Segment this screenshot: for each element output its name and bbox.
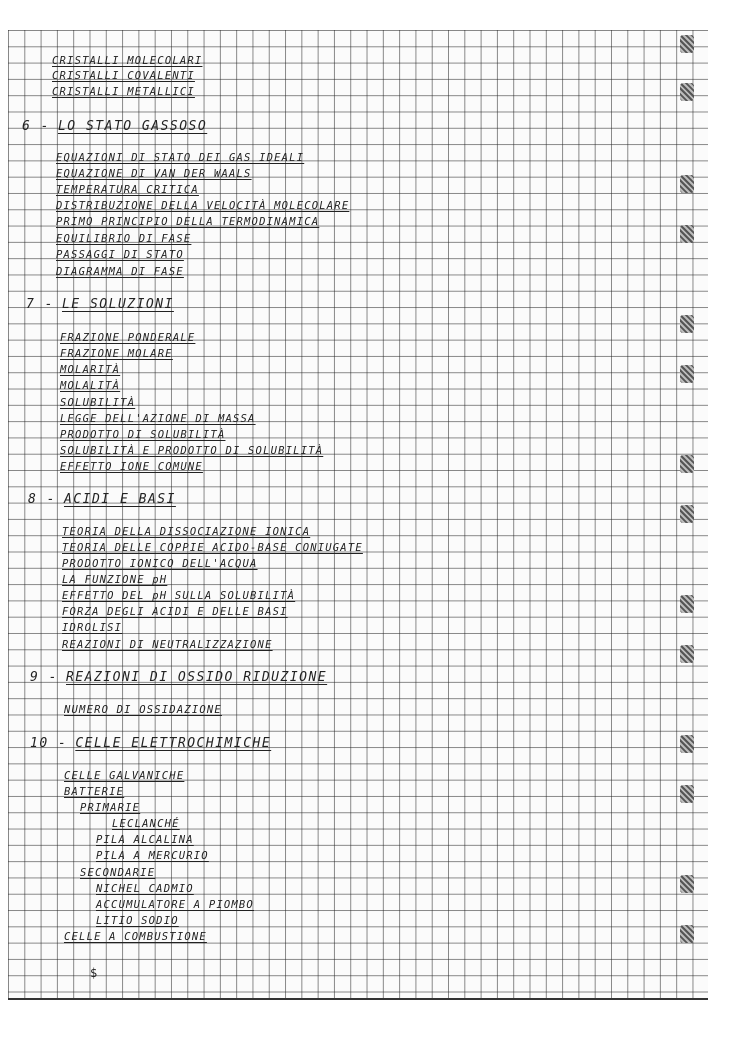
list-item: TEMPERATURA CRITICA [56,184,199,196]
section-heading [28,492,176,508]
binder-holes [676,35,700,995]
section-number: 6 - [22,119,50,134]
list-item: LEGGE DELL'AZIONE DI MASSA [60,413,256,425]
section-title: LE SOLUZIONI [61,297,174,312]
list-item: MOLARITÀ [60,364,121,376]
list-item: LECLANCHÉ [112,818,180,830]
list-item: TEORIA DELLA DISSOCIAZIONE IONICA [62,526,311,538]
section-heading [26,297,174,313]
list-item: NUMERO DI OSSIDAZIONE [64,704,222,716]
section-heading [22,119,207,135]
section-number: 8 - [28,492,56,507]
list-item: EQUILIBRIO DI FASE [56,233,192,245]
list-item: NICHEL CADMIO [96,883,194,895]
list-item: TEORIA DELLE COPPIE ACIDO-BASE CONIUGATE [62,542,363,554]
section-heading [30,736,271,752]
binder-hole [680,83,694,101]
section-title: LO STATO GASSOSO [57,119,208,134]
list-item: SOLUBILITÀ [60,397,136,409]
list-item: CRISTALLI METALLICI [52,86,195,98]
list-item: DISTRIBUZIONE DELLA VELOCITÀ MOLECOLARE [56,200,350,212]
list-item: PILA ALCALINA [96,834,194,846]
section-number: 10 - [30,736,68,751]
list-item: FORZA DEGLI ACIDI E DELLE BASI [62,606,288,618]
section-heading [30,670,327,686]
list-item: REAZIONI DI NEUTRALIZZAZIONE [62,639,273,651]
binder-hole [680,735,694,753]
section-title: REAZIONI DI OSSIDO RIDUZIONE [65,670,328,685]
list-item: SOLUBILITÀ E PRODOTTO DI SOLUBILITÀ [60,445,324,457]
list-item: CRISTALLI COVALENTI [52,70,195,82]
list-item: CRISTALLI MOLECOLARI [52,55,203,67]
list-item: EFFETTO IONE COMUNE [60,461,203,473]
list-item: MOLALITÀ [60,380,121,392]
page-mark: $ [90,966,98,980]
list-item: PASSAGGI DI STATO [56,249,184,261]
list-item: FRAZIONE PONDERALE [60,332,196,344]
list-item: SECONDARIE [80,867,156,879]
binder-hole [680,175,694,193]
binder-hole [680,925,694,943]
binder-hole [680,35,694,53]
list-item: LITIO SODIO [96,915,179,927]
binder-hole [680,645,694,663]
binder-hole [680,505,694,523]
section-title: CELLE ELETTROCHIMICHE [75,736,272,751]
list-item: PRODOTTO IONICO DELL'ACQUA [62,558,258,570]
list-item: EFFETTO DEL pH SULLA SOLUBILITÀ [62,590,296,602]
list-item: EQUAZIONI DI STATO DEI GAS IDEALI [56,152,305,164]
binder-hole [680,315,694,333]
section-title: ACIDI E BASI [63,492,176,507]
list-item: DIAGRAMMA DI FASE [56,266,184,278]
section-number: 9 - [30,670,58,685]
binder-hole [680,455,694,473]
binder-hole [680,875,694,893]
binder-hole [680,365,694,383]
list-item: PRIMO PRINCIPIO DELLA TERMODINAMICA [56,216,320,228]
binder-hole [680,595,694,613]
list-item: LA FUNZIONE pH [62,574,168,586]
list-item: EQUAZIONE DI VAN DER WAALS [56,168,252,180]
list-item: BATTERIE [64,786,125,798]
section-number: 7 - [26,297,54,312]
list-item: CELLE A COMBUSTIONE [64,931,207,943]
list-item: FRAZIONE MOLARE [60,348,173,360]
list-item: PRODOTTO DI SOLUBILITÀ [60,429,226,441]
binder-hole [680,785,694,803]
list-item: PRIMARIE [80,802,141,814]
list-item: ACCUMULATORE A PIOMBO [96,899,254,911]
list-item: PILA A MERCURIO [96,850,209,862]
list-item: IDROLISI [62,622,123,634]
list-item: CELLE GALVANICHE [64,770,185,782]
binder-hole [680,225,694,243]
